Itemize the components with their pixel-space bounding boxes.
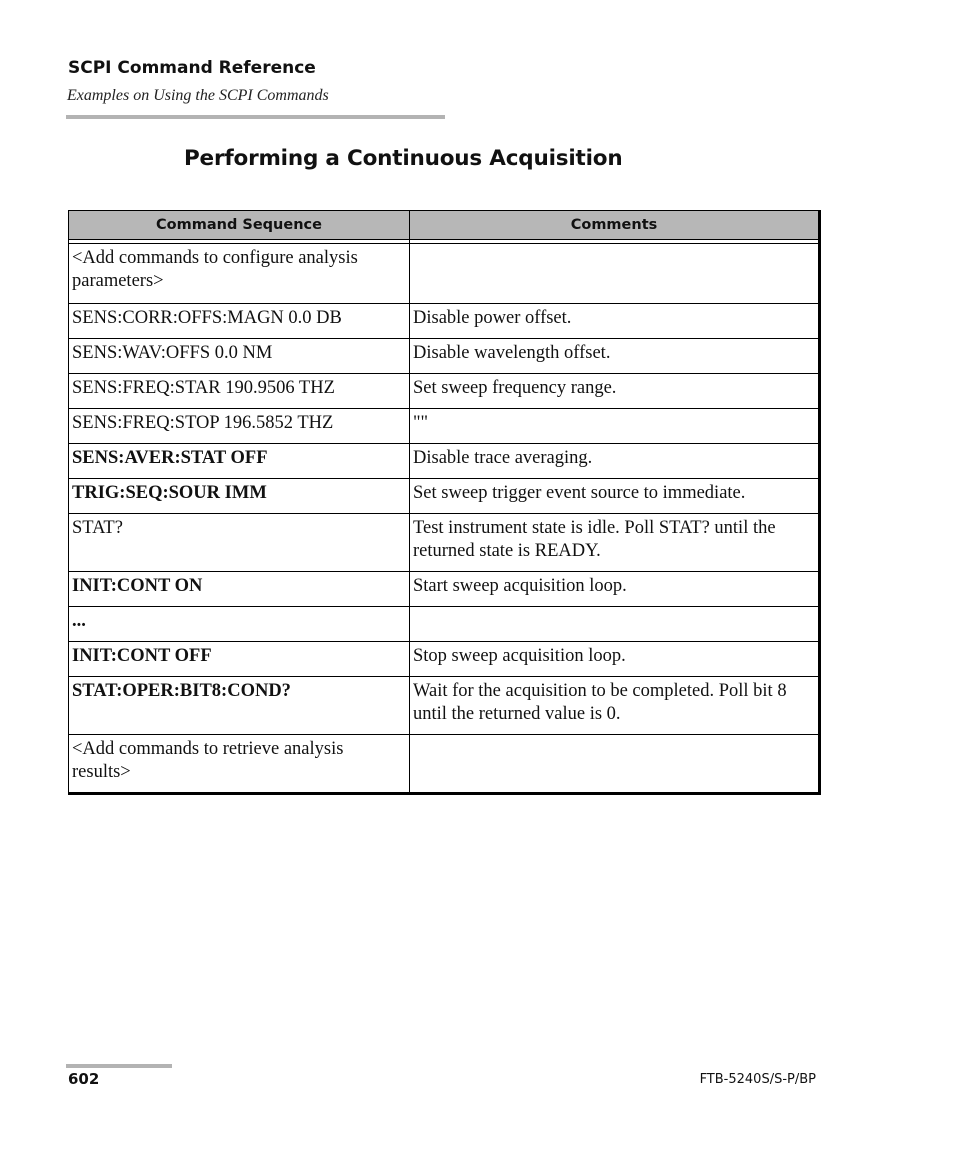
- table-row: [69, 677, 820, 735]
- command-cell: SENS:FREQ:STOP 196.5852 THZ: [69, 409, 410, 444]
- command-cell: TRIG:SEQ:SOUR IMM: [69, 479, 410, 514]
- table-row: [69, 374, 820, 409]
- comment-cell: Disable trace averaging.: [410, 444, 820, 479]
- table-row: [69, 514, 820, 572]
- table-row: [69, 572, 820, 607]
- command-cell: SENS:CORR:OFFS:MAGN 0.0 DB: [69, 304, 410, 339]
- command-cell: <Add commands to configure analysis parameters>: [69, 244, 410, 304]
- command-cell: SENS:WAV:OFFS 0.0 NM: [69, 339, 410, 374]
- comment-cell: [410, 244, 820, 304]
- command-cell: STAT:OPER:BIT8:COND?: [69, 677, 410, 735]
- comment-cell: Test instrument state is idle. Poll STAT? until the returned state is READY.: [410, 514, 820, 572]
- table-row: [69, 409, 820, 444]
- running-header-subtitle: Examples on Using the SCPI Commands: [67, 87, 329, 104]
- command-cell: SENS:AVER:STAT OFF: [69, 444, 410, 479]
- command-cell: <Add commands to retrieve analysis results>: [69, 735, 410, 794]
- comment-cell: [410, 607, 820, 642]
- section-title: Performing a Continuous Acquisition: [184, 146, 623, 171]
- command-cell: SENS:FREQ:STAR 190.9506 THZ: [69, 374, 410, 409]
- comment-cell: Set sweep trigger event source to immediate.: [410, 479, 820, 514]
- table-row: [69, 642, 820, 677]
- comment-cell: Wait for the acquisition to be completed. Poll bit 8 until the returned value is 0.: [410, 677, 820, 735]
- comment-cell: "": [410, 409, 820, 444]
- command-table: [68, 210, 821, 795]
- running-header-title: SCPI Command Reference: [68, 58, 316, 78]
- comment-cell: Start sweep acquisition loop.: [410, 572, 820, 607]
- command-cell: ...: [69, 607, 410, 642]
- page-number: 602: [68, 1070, 100, 1088]
- comment-cell: Set sweep frequency range.: [410, 374, 820, 409]
- column-header-comments: Comments: [410, 211, 820, 240]
- comment-cell: Stop sweep acquisition loop.: [410, 642, 820, 677]
- comment-cell: [410, 735, 820, 794]
- table-row: [69, 244, 820, 304]
- comment-cell: Disable wavelength offset.: [410, 339, 820, 374]
- table-header-row: [69, 211, 820, 240]
- header-rule: [66, 115, 445, 119]
- command-cell: STAT?: [69, 514, 410, 572]
- command-cell: INIT:CONT ON: [69, 572, 410, 607]
- table-row: [69, 735, 820, 794]
- table-row: [69, 339, 820, 374]
- column-header-command: Command Sequence: [69, 211, 410, 240]
- comment-cell: Disable power offset.: [410, 304, 820, 339]
- product-name: FTB-5240S/S-P/BP: [699, 1072, 816, 1087]
- command-cell: INIT:CONT OFF: [69, 642, 410, 677]
- footer-rule: [66, 1064, 172, 1068]
- table-row: [69, 607, 820, 642]
- table-row: [69, 444, 820, 479]
- table-row: [69, 479, 820, 514]
- table-row: [69, 304, 820, 339]
